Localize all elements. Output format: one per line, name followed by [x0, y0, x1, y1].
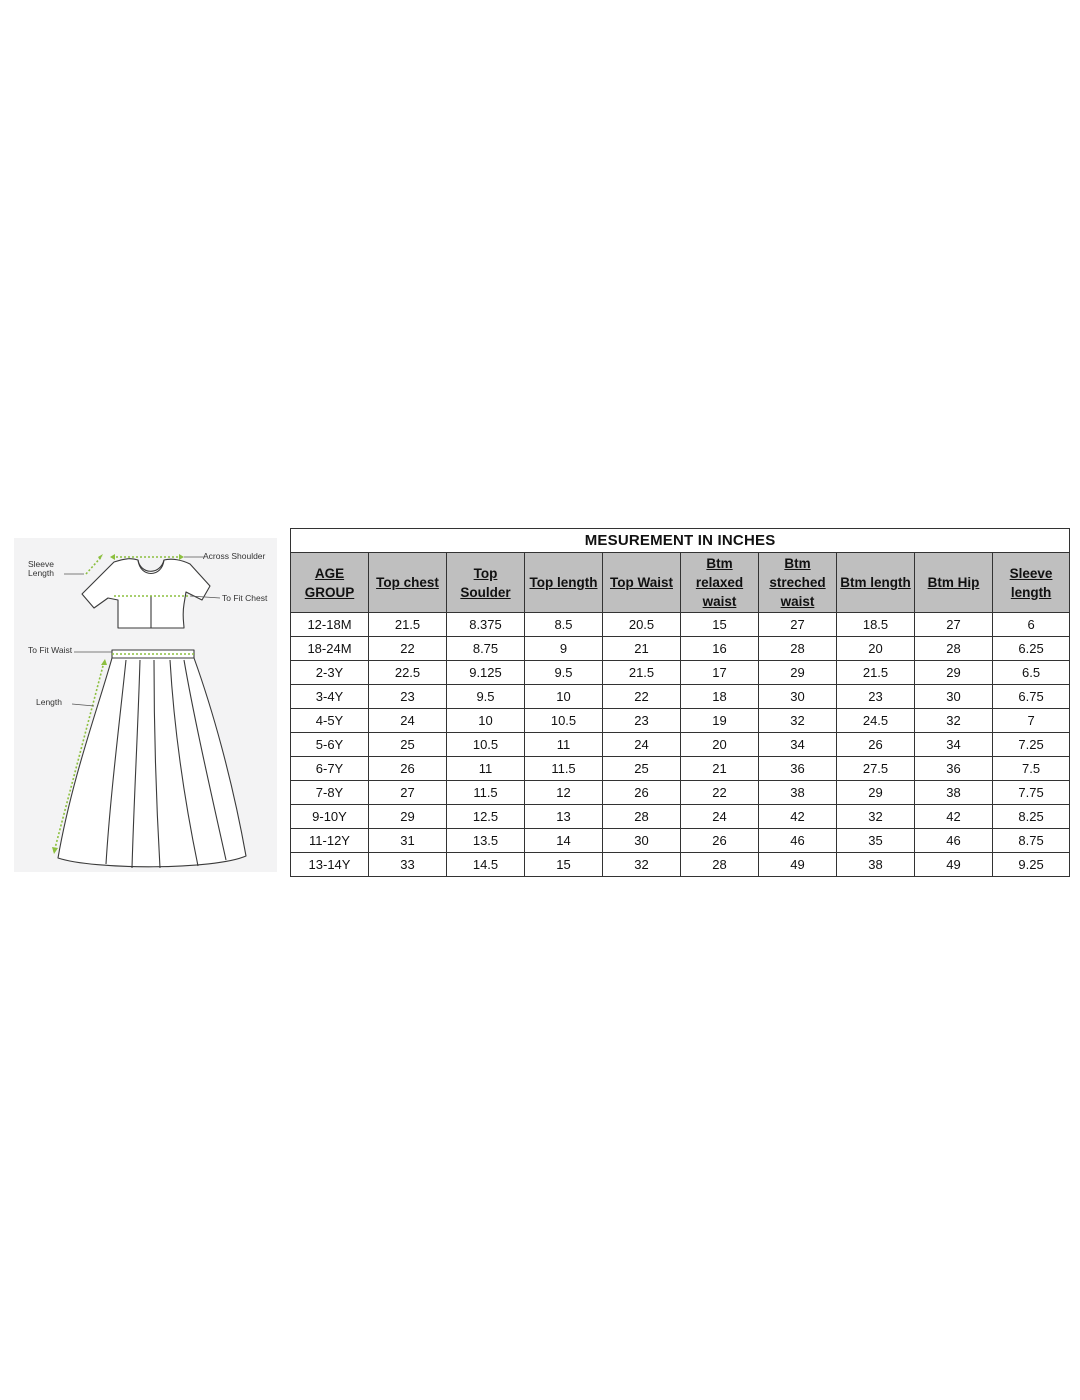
age-group-cell: 4-5Y [291, 709, 369, 733]
measurement-cell: 30 [603, 829, 681, 853]
measurement-cell: 20.5 [603, 613, 681, 637]
measurement-cell: 8.375 [447, 613, 525, 637]
measurement-cell: 33 [369, 853, 447, 877]
size-chart-table [290, 528, 1070, 877]
table-row [291, 661, 1070, 685]
measurement-cell: 9.125 [447, 661, 525, 685]
sleeve-length-label: Sleeve Length [28, 559, 54, 578]
measurement-cell: 15 [525, 853, 603, 877]
measurement-cell: 30 [915, 685, 993, 709]
measurement-cell: 49 [759, 853, 837, 877]
column-header: Top Waist [603, 553, 681, 613]
measurement-cell: 8.5 [525, 613, 603, 637]
table-body [291, 613, 1070, 877]
table-row [291, 805, 1070, 829]
measurement-cell: 21.5 [837, 661, 915, 685]
measurement-cell: 21 [681, 757, 759, 781]
measurement-cell: 29 [915, 661, 993, 685]
measurement-cell: 27 [759, 613, 837, 637]
measurement-cell: 21 [603, 637, 681, 661]
measurement-cell: 16 [681, 637, 759, 661]
table-row [291, 853, 1070, 877]
measurement-cell: 36 [759, 757, 837, 781]
measurement-cell: 34 [759, 733, 837, 757]
measurement-cell: 24 [369, 709, 447, 733]
age-group-cell: 9-10Y [291, 805, 369, 829]
measurement-cell: 10 [447, 709, 525, 733]
table-row [291, 613, 1070, 637]
measurement-cell: 19 [681, 709, 759, 733]
measurement-cell: 26 [837, 733, 915, 757]
measurement-cell: 13 [525, 805, 603, 829]
measurement-cell: 28 [915, 637, 993, 661]
measurement-cell: 24.5 [837, 709, 915, 733]
measurement-cell: 25 [603, 757, 681, 781]
measurement-cell: 30 [759, 685, 837, 709]
column-header: Btm streched waist [759, 553, 837, 613]
measurement-cell: 10 [525, 685, 603, 709]
measurement-cell: 34 [915, 733, 993, 757]
measurement-cell: 38 [915, 781, 993, 805]
column-header: Sleeve length [993, 553, 1070, 613]
measurement-cell: 10.5 [447, 733, 525, 757]
table-title: MESUREMENT IN INCHES [291, 529, 1070, 553]
age-group-cell: 13-14Y [291, 853, 369, 877]
measurement-cell: 24 [603, 733, 681, 757]
measurement-cell: 20 [837, 637, 915, 661]
measurement-cell: 49 [915, 853, 993, 877]
measurement-cell: 6.5 [993, 661, 1070, 685]
measurement-cell: 22 [681, 781, 759, 805]
measurement-cell: 29 [837, 781, 915, 805]
column-header: Top Soulder [447, 553, 525, 613]
measurement-cell: 24 [681, 805, 759, 829]
column-header: Top chest [369, 553, 447, 613]
measurement-cell: 27.5 [837, 757, 915, 781]
measurement-cell: 7.25 [993, 733, 1070, 757]
measurement-cell: 9.5 [447, 685, 525, 709]
measurement-cell: 11.5 [525, 757, 603, 781]
column-header: Btm length [837, 553, 915, 613]
age-group-cell: 18-24M [291, 637, 369, 661]
measurement-cell: 11 [447, 757, 525, 781]
measurement-cell: 29 [759, 661, 837, 685]
table-row [291, 637, 1070, 661]
measurement-cell: 20 [681, 733, 759, 757]
measurement-cell: 23 [369, 685, 447, 709]
age-group-cell: 5-6Y [291, 733, 369, 757]
measurement-cell: 6.25 [993, 637, 1070, 661]
table-row [291, 781, 1070, 805]
measurement-cell: 9.25 [993, 853, 1070, 877]
measurement-cell: 18 [681, 685, 759, 709]
table-row [291, 757, 1070, 781]
measurement-cell: 9 [525, 637, 603, 661]
measurement-cell: 29 [369, 805, 447, 829]
measurement-cell: 6.75 [993, 685, 1070, 709]
measurement-cell: 26 [369, 757, 447, 781]
table-row [291, 829, 1070, 853]
measurement-cell: 28 [603, 805, 681, 829]
measurement-cell: 38 [837, 853, 915, 877]
measurement-cell: 36 [915, 757, 993, 781]
measurement-cell: 11 [525, 733, 603, 757]
measurement-cell: 26 [603, 781, 681, 805]
measurement-cell: 25 [369, 733, 447, 757]
measurement-cell: 14 [525, 829, 603, 853]
measurement-cell: 7.5 [993, 757, 1070, 781]
table-row [291, 685, 1070, 709]
measurement-cell: 28 [759, 637, 837, 661]
measurement-cell: 42 [915, 805, 993, 829]
across-shoulder-label: Across Shoulder [203, 551, 266, 561]
column-header: AGE GROUP [291, 553, 369, 613]
age-group-cell: 11-12Y [291, 829, 369, 853]
measurement-cell: 9.5 [525, 661, 603, 685]
column-header: Btm Hip [915, 553, 993, 613]
measurement-cell: 27 [369, 781, 447, 805]
measurement-cell: 12.5 [447, 805, 525, 829]
measurement-cell: 6 [993, 613, 1070, 637]
measurement-cell: 18.5 [837, 613, 915, 637]
to-fit-waist-label: To Fit Waist [28, 645, 73, 655]
header-row [291, 553, 1070, 613]
measurement-cell: 28 [681, 853, 759, 877]
measurement-cell: 32 [915, 709, 993, 733]
measurement-cell: 46 [759, 829, 837, 853]
measurement-cell: 35 [837, 829, 915, 853]
measurement-cell: 21.5 [369, 613, 447, 637]
measurement-cell: 26 [681, 829, 759, 853]
to-fit-chest-label: To Fit Chest [222, 593, 268, 603]
measurement-cell: 8.75 [993, 829, 1070, 853]
age-group-cell: 2-3Y [291, 661, 369, 685]
length-label: Length [36, 697, 62, 707]
table-row [291, 709, 1070, 733]
measurement-cell: 42 [759, 805, 837, 829]
measurement-cell: 22 [369, 637, 447, 661]
age-group-cell: 12-18M [291, 613, 369, 637]
measurement-cell: 27 [915, 613, 993, 637]
measurement-cell: 15 [681, 613, 759, 637]
measurement-cell: 13.5 [447, 829, 525, 853]
measurement-cell: 7.75 [993, 781, 1070, 805]
column-header: Top length [525, 553, 603, 613]
measurement-cell: 17 [681, 661, 759, 685]
table-row [291, 733, 1070, 757]
measurement-cell: 46 [915, 829, 993, 853]
measurement-cell: 12 [525, 781, 603, 805]
measurement-cell: 8.75 [447, 637, 525, 661]
measurement-cell: 32 [759, 709, 837, 733]
measurement-cell: 8.25 [993, 805, 1070, 829]
size-diagram [14, 538, 277, 872]
measurement-cell: 11.5 [447, 781, 525, 805]
measurement-cell: 14.5 [447, 853, 525, 877]
measurement-cell: 38 [759, 781, 837, 805]
measurement-cell: 21.5 [603, 661, 681, 685]
measurement-cell: 10.5 [525, 709, 603, 733]
measurement-cell: 23 [603, 709, 681, 733]
column-header: Btm relaxed waist [681, 553, 759, 613]
age-group-cell: 3-4Y [291, 685, 369, 709]
measurement-cell: 32 [603, 853, 681, 877]
measurement-cell: 23 [837, 685, 915, 709]
measurement-cell: 32 [837, 805, 915, 829]
measurement-cell: 22 [603, 685, 681, 709]
age-group-cell: 6-7Y [291, 757, 369, 781]
measurement-cell: 22.5 [369, 661, 447, 685]
measurement-cell: 7 [993, 709, 1070, 733]
age-group-cell: 7-8Y [291, 781, 369, 805]
measurement-cell: 31 [369, 829, 447, 853]
